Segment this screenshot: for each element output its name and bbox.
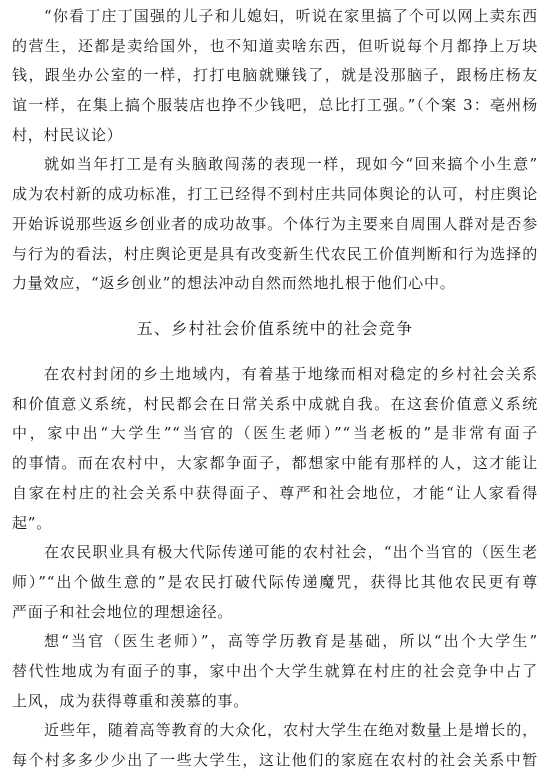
- text-line: 近些年，随着高等教育的大众化，农村大学生在绝对数量上是增长的，: [44, 721, 538, 740]
- text-line: 在农民职业具有极大代际传递可能的农村社会，“出个当官的（医生老: [44, 543, 538, 562]
- text-line: 在农村封闭的乡土地域内，有着基于地缘而相对稳定的乡村社会关系: [44, 365, 538, 384]
- text-line: 成为农村新的成功标准，打工已经得不到村庄共同体舆论的认可，村庄舆论: [12, 185, 538, 204]
- paragraph-quote: [12, 2, 538, 150]
- text-line: 就如当年打工是有头脑敢闯荡的表现一样，现如今“回来搞个小生意”: [44, 155, 538, 174]
- text-line: 替代性地成为有面子的事，家中出个大学生就算在村庄的社会竞争中占了: [12, 661, 538, 680]
- section-heading: 五、乡村社会价值系统中的社会竞争: [136, 319, 414, 339]
- text-line: 师）”“出个做生意的”是农民打破代际传递魔咒，获得比其他农民更有尊: [12, 572, 538, 591]
- text-line: 与行为的看法，村庄舆论更是具有改变新生代农民工价值判断和行为选择的: [12, 244, 538, 263]
- text-line: 开始诉说那些返乡创业者的成功故事。个体行为主要来自周围人群对是否参: [12, 214, 538, 233]
- text-line: 力量效应，“返乡创业”的想法冲动自然而然地扎根于他们心中。: [12, 274, 456, 293]
- text-line: 中，家中出“大学生”“当官的（医生老师）”“当老板的”是非常有面子: [12, 424, 538, 443]
- paragraph: [12, 627, 538, 716]
- paragraph: [12, 360, 538, 538]
- paragraph: [12, 538, 538, 627]
- text-line: 严面子和社会地位的理想途径。: [12, 602, 234, 621]
- paragraph: [12, 150, 538, 298]
- text-line: 钱，跟坐办公室的一样，打打电脑就赚钱了，就是没那脑子，跟杨庄杨友: [12, 66, 538, 85]
- text-line: 的营生，还都是卖给国外，也不知道卖啥东西，但听说每个月都挣上万块: [12, 36, 538, 55]
- text-line: 起”。: [12, 513, 53, 532]
- text-line: 自家在村庄的社会关系中获得面子、尊严和社会地位，才能“让人家看得: [12, 483, 538, 502]
- text-line: 和价值意义系统，村民都会在日常关系中成就自我。在这套价值意义系统: [12, 394, 538, 413]
- text-line: 谊一样，在集上搞个服装店也挣不少钱吧，总比打工强。”（个案 3：亳州杨: [12, 96, 538, 115]
- text-line: “你看丁庄丁国强的儿子和儿媳妇，听说在家里搞了个可以网上卖东西: [44, 7, 538, 25]
- text-line: 的事情。而在农村中，大家都争面子，都想家中能有那样的人，这才能让: [12, 454, 538, 473]
- text-line: 想“当官（医生老师）”，高等学历教育是基础，所以“出个大学生”: [44, 632, 538, 651]
- paragraph: [12, 716, 538, 775]
- text-line: 上风，成为获得尊重和羡慕的事。: [12, 691, 250, 710]
- text-line: 每个村多多少少出了一些大学生，这让他们的家庭在农村的社会关系中暂: [12, 751, 538, 769]
- text-line: 村，村民议论）: [12, 125, 123, 144]
